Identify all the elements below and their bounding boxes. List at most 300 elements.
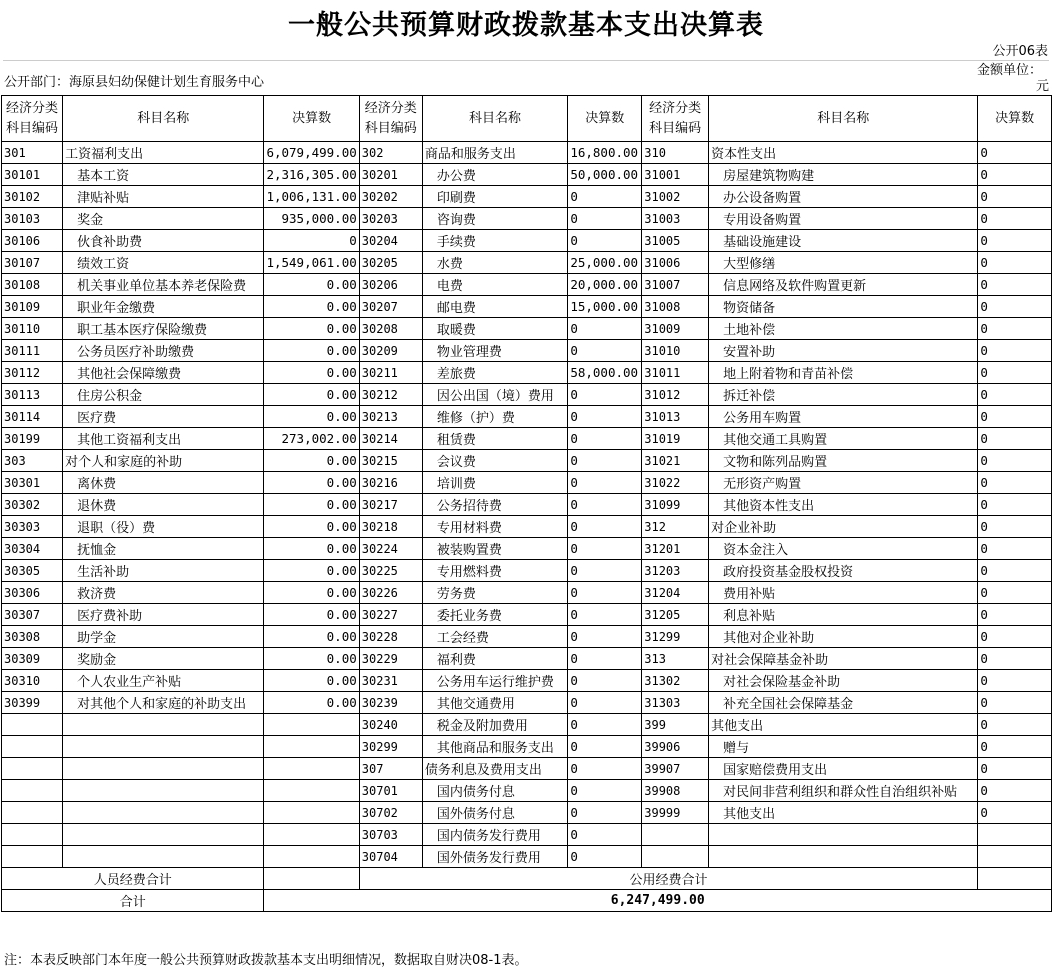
cell-amount: 0 xyxy=(978,230,1052,252)
form-number: 公开06表 xyxy=(992,44,1048,59)
cell-amount: 0 xyxy=(568,582,642,604)
cell-amount: 0 xyxy=(568,340,642,362)
header-amount-1: 决算数 xyxy=(264,96,359,142)
cell-amount: 0 xyxy=(568,626,642,648)
cell-amount: 0 xyxy=(978,494,1052,516)
cell-name: 国内债务付息 xyxy=(422,780,568,802)
cell-amount: 935,000.00 xyxy=(264,208,359,230)
cell-name: 物资储备 xyxy=(709,296,978,318)
cell-code: 30101 xyxy=(2,164,63,186)
table-row xyxy=(2,758,1052,780)
cell-amount: 0.00 xyxy=(264,692,359,714)
cell-code: 30114 xyxy=(2,406,63,428)
cell-name: 医疗费补助 xyxy=(63,604,264,626)
cell-name: 国外债务发行费用 xyxy=(422,846,568,868)
cell-code: 30304 xyxy=(2,538,63,560)
cell-code: 30240 xyxy=(359,714,422,736)
cell-name: 培训费 xyxy=(422,472,568,494)
cell-amount: 0 xyxy=(978,736,1052,758)
cell-name xyxy=(709,846,978,868)
cell-name: 对社会保障基金补助 xyxy=(709,648,978,670)
table-row xyxy=(2,736,1052,758)
cell-name: 专用设备购置 xyxy=(709,208,978,230)
cell-name: 租赁费 xyxy=(422,428,568,450)
expenditure-table xyxy=(1,95,1052,912)
cell-code: 30108 xyxy=(2,274,63,296)
cell-amount: 0 xyxy=(568,692,642,714)
cell-amount: 25,000.00 xyxy=(568,252,642,274)
cell-amount: 0 xyxy=(568,494,642,516)
cell-name: 会议费 xyxy=(422,450,568,472)
cell-name: 职工基本医疗保险缴费 xyxy=(63,318,264,340)
page-title: 一般公共预算财政拨款基本支出决算表 xyxy=(288,10,764,41)
cell-name: 补充全国社会保障基金 xyxy=(709,692,978,714)
cell-code xyxy=(2,758,63,780)
cell-code: 30228 xyxy=(359,626,422,648)
personnel-total-value xyxy=(264,868,359,890)
cell-name: 印刷费 xyxy=(422,186,568,208)
cell-amount: 0 xyxy=(568,648,642,670)
cell-code: 30703 xyxy=(359,824,422,846)
cell-amount: 0 xyxy=(978,274,1052,296)
subtotal-row xyxy=(2,868,1052,890)
public-total-value xyxy=(978,868,1052,890)
cell-name: 国外债务付息 xyxy=(422,802,568,824)
cell-code: 39908 xyxy=(642,780,709,802)
cell-code: 31201 xyxy=(642,538,709,560)
cell-amount xyxy=(264,824,359,846)
cell-code: 30302 xyxy=(2,494,63,516)
cell-amount: 0 xyxy=(568,186,642,208)
table-row xyxy=(2,340,1052,362)
cell-name: 津贴补贴 xyxy=(63,186,264,208)
cell-code: 30111 xyxy=(2,340,63,362)
cell-name: 医疗费 xyxy=(63,406,264,428)
cell-amount: 0.00 xyxy=(264,626,359,648)
cell-code: 39907 xyxy=(642,758,709,780)
cell-name: 奖励金 xyxy=(63,648,264,670)
cell-name: 物业管理费 xyxy=(422,340,568,362)
cell-amount xyxy=(978,846,1052,868)
cell-amount xyxy=(978,824,1052,846)
cell-code: 30216 xyxy=(359,472,422,494)
cell-code: 30229 xyxy=(359,648,422,670)
table-row xyxy=(2,472,1052,494)
cell-amount: 0 xyxy=(568,736,642,758)
table-row xyxy=(2,582,1052,604)
cell-amount: 0 xyxy=(568,472,642,494)
cell-name: 办公设备购置 xyxy=(709,186,978,208)
grand-total-row xyxy=(2,890,1052,912)
cell-code: 302 xyxy=(359,142,422,164)
table-row xyxy=(2,406,1052,428)
cell-code: 30310 xyxy=(2,670,63,692)
cell-name: 退职（役）费 xyxy=(63,516,264,538)
cell-code: 30212 xyxy=(359,384,422,406)
table-row xyxy=(2,670,1052,692)
cell-code: 30113 xyxy=(2,384,63,406)
cell-name: 专用材料费 xyxy=(422,516,568,538)
cell-name: 赠与 xyxy=(709,736,978,758)
cell-amount: 0 xyxy=(568,428,642,450)
cell-amount: 0 xyxy=(978,670,1052,692)
cell-name: 拆迁补偿 xyxy=(709,384,978,406)
table-row xyxy=(2,494,1052,516)
cell-amount: 0 xyxy=(568,516,642,538)
cell-code: 30701 xyxy=(359,780,422,802)
cell-code: 31009 xyxy=(642,318,709,340)
cell-code: 30702 xyxy=(359,802,422,824)
cell-name: 其他社会保障缴费 xyxy=(63,362,264,384)
table-row xyxy=(2,428,1052,450)
cell-name: 住房公积金 xyxy=(63,384,264,406)
header-name-1: 科目名称 xyxy=(63,96,264,142)
cell-code: 30208 xyxy=(359,318,422,340)
cell-code: 30110 xyxy=(2,318,63,340)
cell-code: 30206 xyxy=(359,274,422,296)
header-code-3: 经济分类科目编码 xyxy=(642,96,709,142)
cell-amount: 273,002.00 xyxy=(264,428,359,450)
cell-name: 办公费 xyxy=(422,164,568,186)
cell-name: 其他交通费用 xyxy=(422,692,568,714)
cell-code: 31012 xyxy=(642,384,709,406)
cell-name xyxy=(63,802,264,824)
cell-code: 31007 xyxy=(642,274,709,296)
cell-amount: 0 xyxy=(568,384,642,406)
header-code-1: 经济分类科目编码 xyxy=(2,96,63,142)
table-row xyxy=(2,318,1052,340)
cell-amount: 16,800.00 xyxy=(568,142,642,164)
cell-name xyxy=(63,714,264,736)
cell-code: 30224 xyxy=(359,538,422,560)
cell-amount: 0.00 xyxy=(264,384,359,406)
cell-amount: 50,000.00 xyxy=(568,164,642,186)
cell-name: 伙食补助费 xyxy=(63,230,264,252)
cell-code: 30201 xyxy=(359,164,422,186)
table-body xyxy=(2,96,1052,868)
header-amount-3: 决算数 xyxy=(978,96,1052,142)
cell-name: 抚恤金 xyxy=(63,538,264,560)
cell-amount: 0 xyxy=(568,802,642,824)
cell-name: 安置补助 xyxy=(709,340,978,362)
cell-amount: 0 xyxy=(568,230,642,252)
cell-code xyxy=(2,802,63,824)
table-row xyxy=(2,560,1052,582)
cell-code: 30199 xyxy=(2,428,63,450)
table-row xyxy=(2,230,1052,252)
cell-name: 商品和服务支出 xyxy=(422,142,568,164)
table-row xyxy=(2,384,1052,406)
cell-code xyxy=(2,824,63,846)
footnote: 注：本表反映部门本年度一般公共预算财政拨款基本支出明细情况，数据取自财决08-1表。 xyxy=(4,953,528,968)
cell-code: 30107 xyxy=(2,252,63,274)
cell-amount: 0.00 xyxy=(264,472,359,494)
cell-name xyxy=(63,824,264,846)
cell-name: 地上附着物和青苗补偿 xyxy=(709,362,978,384)
cell-code: 30305 xyxy=(2,560,63,582)
cell-code: 313 xyxy=(642,648,709,670)
table-row xyxy=(2,252,1052,274)
cell-amount: 0 xyxy=(568,318,642,340)
cell-name: 取暖费 xyxy=(422,318,568,340)
cell-amount: 0 xyxy=(568,846,642,868)
cell-code: 30239 xyxy=(359,692,422,714)
cell-name: 奖金 xyxy=(63,208,264,230)
cell-amount: 0 xyxy=(978,164,1052,186)
cell-name: 其他支出 xyxy=(709,802,978,824)
cell-code: 31019 xyxy=(642,428,709,450)
cell-name: 费用补贴 xyxy=(709,582,978,604)
cell-amount: 0 xyxy=(978,318,1052,340)
cell-amount: 0 xyxy=(978,340,1052,362)
table-row xyxy=(2,714,1052,736)
cell-name: 对社会保险基金补助 xyxy=(709,670,978,692)
cell-name xyxy=(63,736,264,758)
cell-name: 资本金注入 xyxy=(709,538,978,560)
cell-name: 助学金 xyxy=(63,626,264,648)
cell-code xyxy=(2,780,63,802)
cell-name xyxy=(63,758,264,780)
cell-name: 公务员医疗补助缴费 xyxy=(63,340,264,362)
cell-name xyxy=(709,824,978,846)
cell-code: 30231 xyxy=(359,670,422,692)
cell-code: 30203 xyxy=(359,208,422,230)
cell-name: 邮电费 xyxy=(422,296,568,318)
cell-amount: 0 xyxy=(978,406,1052,428)
table-row xyxy=(2,296,1052,318)
cell-amount: 0 xyxy=(568,208,642,230)
cell-amount: 0.00 xyxy=(264,274,359,296)
cell-code: 30106 xyxy=(2,230,63,252)
cell-code: 30202 xyxy=(359,186,422,208)
cell-amount: 0 xyxy=(568,780,642,802)
cell-name: 文物和陈列品购置 xyxy=(709,450,978,472)
cell-code: 30103 xyxy=(2,208,63,230)
cell-name: 公务用车运行维护费 xyxy=(422,670,568,692)
cell-code: 30209 xyxy=(359,340,422,362)
cell-amount: 6,079,499.00 xyxy=(264,142,359,164)
cell-code: 31302 xyxy=(642,670,709,692)
cell-amount: 0.00 xyxy=(264,670,359,692)
cell-code: 31002 xyxy=(642,186,709,208)
cell-name: 其他资本性支出 xyxy=(709,494,978,516)
cell-code: 30227 xyxy=(359,604,422,626)
header-name-2: 科目名称 xyxy=(422,96,568,142)
cell-name: 绩效工资 xyxy=(63,252,264,274)
cell-name: 水费 xyxy=(422,252,568,274)
cell-amount: 0 xyxy=(978,296,1052,318)
cell-code: 30301 xyxy=(2,472,63,494)
cell-amount: 0 xyxy=(568,560,642,582)
table-row xyxy=(2,692,1052,714)
cell-code: 30303 xyxy=(2,516,63,538)
cell-name: 对民间非营利组织和群众性自治组织补贴 xyxy=(709,780,978,802)
cell-amount: 0 xyxy=(978,802,1052,824)
cell-code: 31005 xyxy=(642,230,709,252)
cell-amount: 1,006,131.00 xyxy=(264,186,359,208)
cell-name: 基本工资 xyxy=(63,164,264,186)
table-row xyxy=(2,274,1052,296)
cell-code xyxy=(2,736,63,758)
cell-amount: 0.00 xyxy=(264,604,359,626)
cell-amount: 0 xyxy=(978,208,1052,230)
grand-total-value: 6,247,499.00 xyxy=(264,890,1052,912)
cell-amount xyxy=(264,714,359,736)
cell-amount: 0.00 xyxy=(264,318,359,340)
cell-amount: 0 xyxy=(568,538,642,560)
table-row xyxy=(2,142,1052,164)
cell-code: 30215 xyxy=(359,450,422,472)
cell-amount: 0 xyxy=(978,582,1052,604)
unit-value: 元 xyxy=(1035,79,1049,94)
header-amount-2: 决算数 xyxy=(568,96,642,142)
cell-code: 39906 xyxy=(642,736,709,758)
cell-name: 其他对企业补助 xyxy=(709,626,978,648)
cell-code: 307 xyxy=(359,758,422,780)
table-row xyxy=(2,450,1052,472)
cell-amount: 0 xyxy=(978,604,1052,626)
cell-amount: 0 xyxy=(568,670,642,692)
cell-amount xyxy=(264,758,359,780)
cell-name: 个人农业生产补贴 xyxy=(63,670,264,692)
cell-code: 31205 xyxy=(642,604,709,626)
cell-name: 利息补贴 xyxy=(709,604,978,626)
cell-code: 301 xyxy=(2,142,63,164)
table-row xyxy=(2,164,1052,186)
cell-code: 30213 xyxy=(359,406,422,428)
grand-total-label: 合计 xyxy=(2,890,264,912)
cell-name: 公务招待费 xyxy=(422,494,568,516)
cell-code: 31022 xyxy=(642,472,709,494)
cell-name: 职业年金缴费 xyxy=(63,296,264,318)
cell-amount: 0 xyxy=(568,758,642,780)
cell-code: 30226 xyxy=(359,582,422,604)
cell-amount: 0.00 xyxy=(264,494,359,516)
cell-name: 其他支出 xyxy=(709,714,978,736)
cell-amount: 0 xyxy=(978,538,1052,560)
cell-amount: 0 xyxy=(978,516,1052,538)
cell-amount: 58,000.00 xyxy=(568,362,642,384)
cell-code: 31303 xyxy=(642,692,709,714)
table-row xyxy=(2,780,1052,802)
cell-amount xyxy=(264,736,359,758)
cell-amount xyxy=(264,780,359,802)
unit-label-text: 金额单位： xyxy=(977,63,1043,78)
cell-amount: 0 xyxy=(978,252,1052,274)
cell-code: 30102 xyxy=(2,186,63,208)
cell-code: 303 xyxy=(2,450,63,472)
cell-amount: 2,316,305.00 xyxy=(264,164,359,186)
cell-name: 委托业务费 xyxy=(422,604,568,626)
cell-amount: 0 xyxy=(978,142,1052,164)
cell-code: 30299 xyxy=(359,736,422,758)
cell-amount: 0 xyxy=(978,692,1052,714)
cell-name: 工资福利支出 xyxy=(63,142,264,164)
cell-amount: 20,000.00 xyxy=(568,274,642,296)
cell-name xyxy=(63,780,264,802)
table-row xyxy=(2,824,1052,846)
cell-name: 其他商品和服务支出 xyxy=(422,736,568,758)
cell-name: 无形资产购置 xyxy=(709,472,978,494)
cell-name: 公务用车购置 xyxy=(709,406,978,428)
cell-amount: 0.00 xyxy=(264,296,359,318)
personnel-total-label: 人员经费合计 xyxy=(2,868,264,890)
cell-amount xyxy=(264,802,359,824)
cell-name: 机关事业单位基本养老保险费 xyxy=(63,274,264,296)
cell-code: 30205 xyxy=(359,252,422,274)
unit-label xyxy=(977,63,1049,95)
table-row xyxy=(2,604,1052,626)
cell-amount: 0 xyxy=(978,626,1052,648)
cell-name: 救济费 xyxy=(63,582,264,604)
cell-code xyxy=(642,824,709,846)
cell-name: 手续费 xyxy=(422,230,568,252)
cell-name: 其他交通工具购置 xyxy=(709,428,978,450)
cell-name: 工会经费 xyxy=(422,626,568,648)
cell-code xyxy=(2,714,63,736)
cell-amount: 0 xyxy=(978,384,1052,406)
cell-code: 30217 xyxy=(359,494,422,516)
cell-amount: 0 xyxy=(978,780,1052,802)
header-name-3: 科目名称 xyxy=(709,96,978,142)
cell-name: 劳务费 xyxy=(422,582,568,604)
table-row xyxy=(2,846,1052,868)
cell-amount: 0 xyxy=(978,362,1052,384)
cell-name: 维修（护）费 xyxy=(422,406,568,428)
cell-code: 31099 xyxy=(642,494,709,516)
cell-code: 30399 xyxy=(2,692,63,714)
cell-name: 国家赔偿费用支出 xyxy=(709,758,978,780)
cell-name: 对个人和家庭的补助 xyxy=(63,450,264,472)
cell-code: 31008 xyxy=(642,296,709,318)
cell-code xyxy=(642,846,709,868)
cell-name: 对其他个人和家庭的补助支出 xyxy=(63,692,264,714)
cell-code: 31006 xyxy=(642,252,709,274)
cell-amount: 0 xyxy=(568,406,642,428)
cell-name: 差旅费 xyxy=(422,362,568,384)
table-row xyxy=(2,516,1052,538)
cell-code: 31001 xyxy=(642,164,709,186)
cell-name: 生活补助 xyxy=(63,560,264,582)
cell-amount: 0 xyxy=(978,560,1052,582)
cell-code: 30307 xyxy=(2,604,63,626)
cell-amount: 0 xyxy=(264,230,359,252)
cell-code: 30112 xyxy=(2,362,63,384)
cell-name: 福利费 xyxy=(422,648,568,670)
cell-code: 31013 xyxy=(642,406,709,428)
cell-code xyxy=(2,846,63,868)
table-row xyxy=(2,648,1052,670)
cell-amount: 0 xyxy=(978,428,1052,450)
cell-amount: 0.00 xyxy=(264,406,359,428)
cell-code: 31203 xyxy=(642,560,709,582)
cell-code: 30211 xyxy=(359,362,422,384)
cell-name: 信息网络及软件购置更新 xyxy=(709,274,978,296)
header-code-2: 经济分类科目编码 xyxy=(359,96,422,142)
cell-code: 39999 xyxy=(642,802,709,824)
cell-amount: 0 xyxy=(978,450,1052,472)
cell-name: 房屋建筑物购建 xyxy=(709,164,978,186)
cell-name: 债务利息及费用支出 xyxy=(422,758,568,780)
cell-name: 因公出国（境）费用 xyxy=(422,384,568,406)
cell-code: 30207 xyxy=(359,296,422,318)
table-row xyxy=(2,626,1052,648)
cell-amount: 0 xyxy=(568,604,642,626)
cell-code: 30704 xyxy=(359,846,422,868)
cell-name: 基础设施建设 xyxy=(709,230,978,252)
cell-code: 30309 xyxy=(2,648,63,670)
cell-name: 电费 xyxy=(422,274,568,296)
